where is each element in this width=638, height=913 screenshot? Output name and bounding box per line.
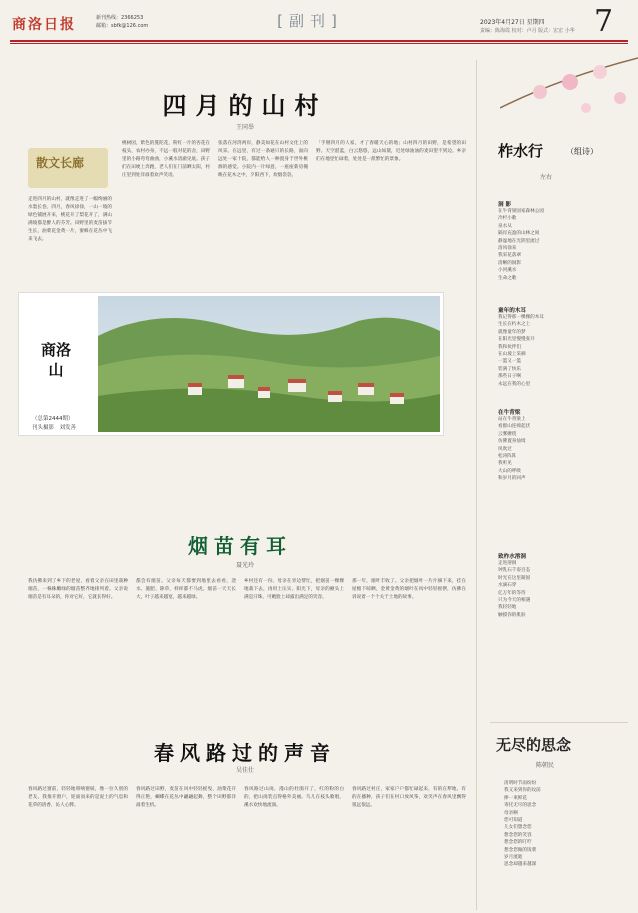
poem-line: 就像童年的梦 bbox=[498, 329, 526, 335]
issue-date: 2023年4月27日 星期四 bbox=[480, 19, 545, 26]
poem-section-4 bbox=[498, 552, 628, 619]
poem-section-heading: 童年的木耳 bbox=[498, 308, 526, 314]
poem-line: 在牛背梁国家森林公园 bbox=[498, 209, 544, 214]
article2-title: 烟苗有耳 bbox=[188, 534, 292, 558]
poem-line: 母亲啊 bbox=[504, 810, 518, 816]
article1-column-4: 「手掰四月的人家，才了春暖天心的地」山村四月的田野，是希望的田野。天空湛蓝，白云悠悠，远山如黛，近处绿油油的麦田望不到边。乡亲们在地里忙碌着，处处是一派繁忙的景象。 bbox=[316, 141, 466, 162]
poem-line: 清风徐来 bbox=[498, 246, 517, 252]
poem-line: 在阳光里慢慢张开 bbox=[498, 337, 535, 343]
email-text: 邮箱：sbfk@126.com bbox=[96, 23, 149, 29]
poem-line: 清晰的洞影 bbox=[498, 260, 521, 266]
poem2-author: 陈朝民 bbox=[536, 762, 555, 769]
poem-line: 想念您做的饭菜 bbox=[504, 847, 537, 853]
poem-line: 装满了快乐 bbox=[498, 366, 521, 372]
article1-title: 四月的山村 bbox=[162, 92, 328, 120]
poem-line: 生长在朽木之上 bbox=[498, 322, 531, 328]
poem-line: 儿女们想念您 bbox=[504, 825, 532, 831]
hotline-text: 新刊热线：2366253 bbox=[96, 15, 144, 21]
masthead-rule bbox=[10, 40, 628, 42]
sidebar-divider bbox=[490, 722, 628, 723]
poem-line: 岁月流逝 bbox=[504, 855, 523, 861]
poem-line: 和岁月的回声 bbox=[498, 476, 526, 482]
village-photo bbox=[98, 296, 440, 432]
poem-section-heading: 致柞水溶洞 bbox=[498, 554, 526, 560]
poem-line: 捧一束鲜花 bbox=[504, 795, 527, 801]
article3-author: 吴佳仕 bbox=[235, 767, 254, 774]
poem-line: 水滴石穿 bbox=[498, 583, 517, 589]
poem-line: 隔岸充盈的山林之间 bbox=[498, 231, 540, 237]
poem-line: 我又来到你的坟前 bbox=[504, 788, 541, 794]
article3-title: 春风路过的声音 bbox=[154, 741, 336, 765]
poem-line: 时光在这里凝固 bbox=[498, 575, 531, 581]
poem-line: 小河溪水 bbox=[498, 268, 517, 274]
photo-credit: 刊头摄影 刘发善 bbox=[32, 425, 77, 431]
poem-line: 泉水从 bbox=[498, 223, 512, 229]
poem-line: 松涛阵阵 bbox=[498, 454, 517, 460]
poem-line: 大山的呼吸 bbox=[498, 468, 521, 474]
article2-column-4: 那一年，烟叶丰收了。父亲把烟叶一片片摘下来，挂在屋檐下晾晒，金黄金黄的烟叶在风中轻轻摇摆，仿佛在诉说着一个个关于土地的故事。 bbox=[352, 579, 466, 600]
issue-number: （总第2444期） bbox=[32, 416, 74, 422]
poem-line: 想念您的叮咛 bbox=[504, 840, 532, 846]
poem-line: 那些日子啊 bbox=[498, 374, 521, 380]
poem-author: 左右 bbox=[540, 174, 553, 181]
article1-column-2: 桃树园，紫色的蔓陀花，粉红一片的杏花在枝头，农村办身，不远一般对花的舍，田野里的小路弯弯曲曲，小溪水清澈见底。孩子们在田埂上奔跑，老人们在门前晒太阳，村庄里到处洋溢着欢声笑语。 bbox=[122, 141, 210, 178]
poem-line: 亿万年的等待 bbox=[498, 590, 526, 596]
article3-column-1: 春风路过窗前，轻轻地叩响窗棂，像一位久别的老友。我推开窗户，迎面而来的是泥土的气息和花草的清香，沁人心脾。 bbox=[28, 787, 128, 808]
photo-column-title: 商洛山 bbox=[40, 341, 71, 379]
masthead-contact bbox=[96, 14, 148, 30]
poem-subtitle: （组诗） bbox=[566, 147, 598, 156]
poem-line: 寄托无尽的思念 bbox=[504, 803, 537, 809]
article1-column-1: 走进四月的山村，就像走进了一幅绚丽的水墨长卷。四月，春风徐徐，一山一坡的绿色铺展开来，桃花开了梨花开了，满山满坡都是醉人的芬芳。田野里的麦苗拔节生长，油菜花金黄一片，蜜蜂在花丛中飞来飞去。 bbox=[28, 197, 112, 242]
poem-line: 钟乳石千姿百态 bbox=[498, 568, 531, 574]
poem-line: 思念却越来越深 bbox=[504, 862, 537, 868]
poem-section-3 bbox=[498, 408, 628, 483]
article2-column-2: 都会有烟苗。父亲每天都要到地里去看看，浇水、施肥、除草，样样都不马虎。烟苗一天天长大，叶子越来越宽，越来越绿。 bbox=[136, 579, 236, 600]
poem-line: 风吹过 bbox=[498, 446, 512, 452]
poem-line: 我和伙伴们 bbox=[498, 344, 521, 350]
poem-line: 永远在我的心里 bbox=[498, 381, 531, 387]
poem-line: 在山坡上采摘 bbox=[498, 352, 526, 358]
poem-section-1 bbox=[498, 200, 628, 282]
article3-column-4: 春风路过村庄，家家户户都忙碌起来，有的在犁地，有的在播种，孩子们在村口放风筝，欢笑声在春风里飘得很远很远。 bbox=[352, 787, 466, 808]
poem2-title: 无尽的思念 bbox=[496, 736, 572, 754]
poem-line: 看群山连绵起伏 bbox=[498, 424, 531, 430]
poem-line: 触摸你的肌肤 bbox=[498, 612, 526, 618]
poem-line: 我轻轻地 bbox=[498, 605, 517, 611]
article3-column-2: 春风路过田野，麦苗在风中轻轻摇曳，油菜花开得正艳，蝴蝶在花丛中翩翩起舞，整个田野都洋溢着生机。 bbox=[136, 787, 236, 808]
column-divider bbox=[476, 60, 477, 910]
column-badge-text: 散文长廊 bbox=[36, 156, 85, 170]
poem2-body bbox=[504, 780, 624, 869]
page-number: 7 bbox=[594, 4, 614, 39]
article1-column-3: 张落在河湾两岸，静美如花在山村文化上的风采。在远里，有过一条通只的长路，面向远处一家十院，都能给人一种置身于世外桃源的感觉。小院内一片绿意，一座座新房掩映在花木之中，夕阳西下，炊烟袅袅。 bbox=[218, 141, 308, 178]
poem-line: 站在牛背梁上 bbox=[498, 417, 526, 422]
poem-line: 您可知道 bbox=[504, 818, 523, 824]
poem-title: 柞水行 bbox=[498, 142, 544, 160]
masthead-rule-thin bbox=[10, 43, 628, 44]
newspaper-logo: 商洛日报 bbox=[12, 17, 76, 33]
editor-credits: 责编：陈海霞 校对：卢月 版式：宏宏 小华 bbox=[480, 28, 575, 34]
poem-section-heading: 在牛背梁 bbox=[498, 410, 521, 416]
poem-line: 走进溶洞 bbox=[498, 561, 517, 566]
poem-line: 生命之歌 bbox=[498, 275, 517, 281]
article1-author: 王同举 bbox=[235, 124, 254, 131]
poem-line: 我采花落翠 bbox=[498, 253, 521, 259]
poem-section-2 bbox=[498, 306, 628, 388]
article2-column-3: 乡村还有一份。母亲在旁边帮忙，把烟苗一棵棵地栽下去，再用土压实。阳光下，母亲的额头上满是汗珠，可她脸上却露出满足的笑容。 bbox=[244, 579, 344, 600]
poem-line: 一篮又一篮 bbox=[498, 359, 521, 365]
poem-line: 冷杉小歌 bbox=[498, 216, 517, 222]
poem-line: 云雾缭绕 bbox=[498, 431, 517, 437]
poem-line: 想念您的笑容 bbox=[504, 832, 532, 838]
section-title: [副刊] bbox=[277, 12, 343, 30]
poem-line: 清明时节雨纷纷 bbox=[504, 781, 537, 786]
poem-section-heading: 洞 影 bbox=[498, 202, 512, 208]
article2-column-1: 我仿佛来到了乡下的老屋，看着父亲在田里栽种烟苗，一株株嫩绿的烟苗整齐地排列着。父亲说烟苗是有耳朵的，你对它好，它就长得好。 bbox=[28, 579, 128, 600]
blossom-decoration bbox=[500, 48, 638, 138]
poem-line: 仿佛置身仙境 bbox=[498, 439, 526, 445]
poem-line: 我听见 bbox=[498, 461, 512, 467]
poem-line: 我记得那一棵棵的木耳 bbox=[498, 315, 544, 320]
poem-line: 静谧地在光阴里流过 bbox=[498, 238, 540, 244]
article2-author: 聂光玲 bbox=[235, 562, 254, 569]
poem-line: 只为今天的相遇 bbox=[498, 598, 531, 604]
article3-column-3: 春风路过山岗，漫山的杜鹃开了，红的粉的白的，把山岗装点得格外美丽。鸟儿在枝头歌唱，溪水欢快地流淌。 bbox=[244, 787, 344, 808]
